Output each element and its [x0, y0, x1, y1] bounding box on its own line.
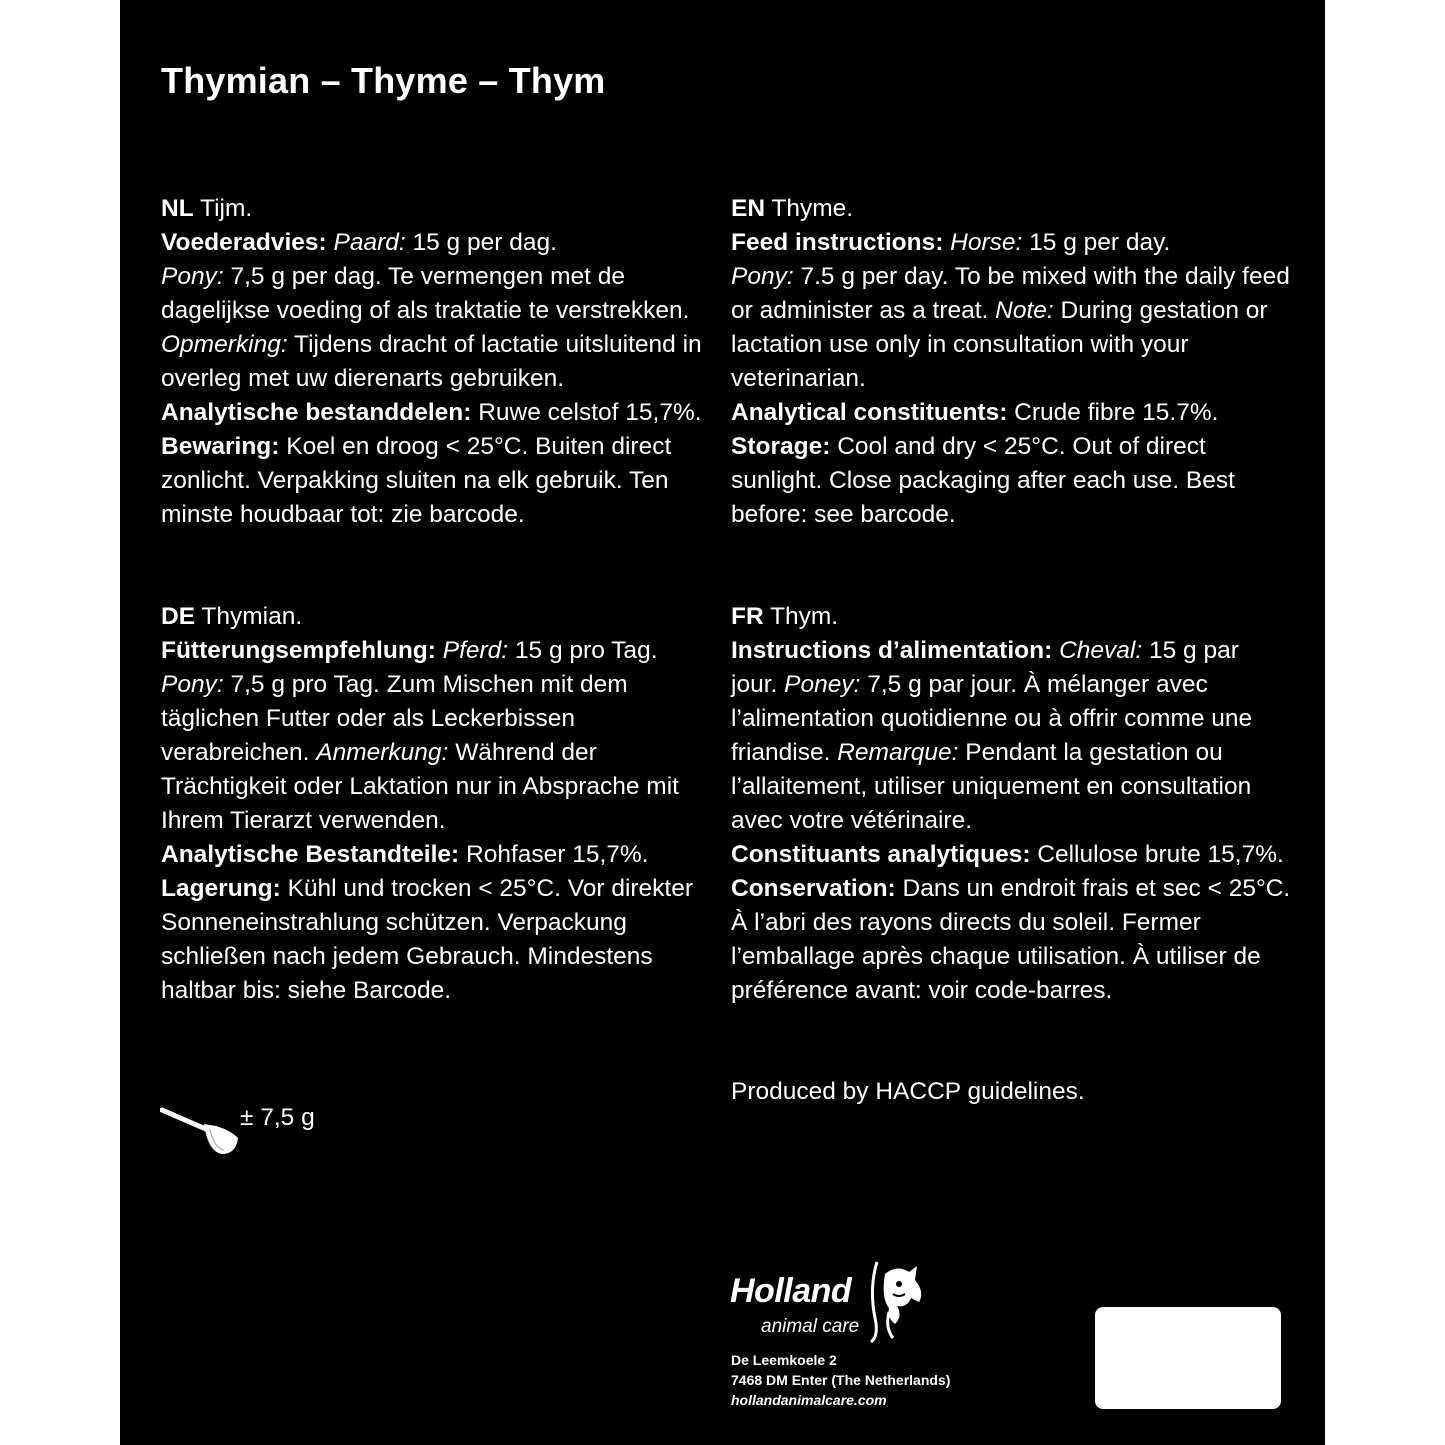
address-street: De Leemkoele 2	[731, 1352, 837, 1368]
section-de	[161, 600, 721, 1008]
section-nl	[161, 192, 721, 532]
lang-code: NL	[161, 195, 194, 222]
analysis-text: Rohfaser 15,7%.	[466, 841, 649, 868]
analysis-text: Ruwe celstof 15,7%.	[478, 399, 702, 426]
scoop-label: ± 7,5 g	[240, 1104, 315, 1131]
lang-code: FR	[731, 603, 764, 630]
feed-label: Voederadvies:	[161, 229, 327, 256]
horse-text: 15 g par jour.	[731, 637, 1239, 698]
feed-label: Feed instructions:	[731, 229, 944, 256]
website-link[interactable]: hollandanimalcare.com	[731, 1392, 887, 1408]
storage-text: Dans un endroit frais et sec < 25°C. À l’abri des rayons directs du soleil. Fermer l’emballage après chaque utilisation. À utiliser de préférence avant: voir code-barres.	[731, 875, 1291, 1004]
horse-text: 15 g per dag.	[412, 229, 557, 256]
pony-text: 7.5 g per day. To be mixed with the daily feed or administer as a treat.	[731, 263, 1290, 324]
storage-text: Cool and dry < 25°C. Out of direct sunlight. Close packaging after each use. Best before: see barcode.	[731, 433, 1235, 528]
analysis-label: Analytische Bestandteile:	[161, 841, 460, 868]
lang-code: EN	[731, 195, 766, 222]
pony-text: 7,5 g per dag. Te vermengen met de dagelijkse voeding of als traktatie te verstrekken.	[161, 263, 690, 324]
horse-label: Paard:	[333, 229, 406, 256]
note-label: Remarque:	[837, 739, 959, 766]
page-title: Thymian – Thyme – Thym	[161, 60, 606, 101]
pony-text: 7,5 g pro Tag. Zum Mischen mit dem täglichen Futter oder als Leckerbissen verabreichen.	[161, 671, 628, 766]
address-block	[731, 1350, 950, 1410]
horse-text: 15 g pro Tag.	[514, 637, 658, 664]
pony-label: Poney:	[784, 671, 861, 698]
pony-label: Pony:	[161, 671, 224, 698]
analysis-label: Constituants analytiques:	[731, 841, 1031, 868]
barcode-area	[1095, 1307, 1281, 1409]
lang-code: DE	[161, 603, 196, 630]
storage-text: Kühl und trocken < 25°C. Vor direkter Sonneneinstrahlung schützen. Verpackung schließen nach jedem Gebrauch. Mindestens haltbar bis: siehe Barcode.	[161, 875, 694, 1004]
feed-label: Fütterungsempfehlung:	[161, 637, 436, 664]
note-text: Während der Trächtigkeit oder Laktation nur in Absprache mit Ihrem Tierarzt verwenden.	[161, 739, 679, 834]
product-name: Thyme.	[771, 195, 854, 222]
section-en	[731, 192, 1291, 532]
note-text: Pendant la gestation ou l’allaitement, utiliser uniquement en consultation avec votre vétérinaire.	[731, 739, 1252, 834]
logo-subtitle: animal care	[761, 1316, 860, 1337]
product-name: Thym.	[770, 603, 839, 630]
animal-heads-icon	[867, 1258, 927, 1344]
section-fr	[731, 600, 1291, 1008]
pony-label: Pony:	[161, 263, 224, 290]
pony-label: Pony:	[731, 263, 794, 290]
analysis-label: Analytische bestanddelen:	[161, 399, 472, 426]
pony-text: 7,5 g par jour. À mélanger avec l’alimentation quotidienne ou à offrir comme une friandise.	[731, 671, 1253, 766]
horse-label: Horse:	[950, 229, 1023, 256]
horse-text: 15 g per day.	[1029, 229, 1171, 256]
analysis-text: Cellulose brute 15,7%.	[1037, 841, 1284, 868]
storage-label: Bewaring:	[161, 433, 280, 460]
logo-brand: Holland	[730, 1272, 852, 1310]
label-panel	[120, 0, 1325, 1445]
product-name: Tijm.	[200, 195, 253, 222]
storage-label: Conservation:	[731, 875, 896, 902]
note-text: Tijdens dracht of lactatie uitsluitend in overleg met uw dierenarts gebruiken.	[161, 331, 702, 392]
analysis-label: Analytical constituents:	[731, 399, 1008, 426]
haccp-note: Produced by HACCP guidelines.	[731, 1078, 1085, 1105]
storage-label: Storage:	[731, 433, 831, 460]
horse-label: Cheval:	[1059, 637, 1143, 664]
note-label: Anmerkung:	[316, 739, 449, 766]
storage-label: Lagerung:	[161, 875, 281, 902]
product-name: Thymian.	[201, 603, 303, 630]
note-label: Opmerking:	[161, 331, 288, 358]
feed-label: Instructions d’alimentation:	[731, 637, 1053, 664]
note-label: Note:	[995, 297, 1054, 324]
note-text: During gestation or lactation use only in consultation with your veterinarian.	[731, 297, 1268, 392]
address-city: 7468 DM Enter (The Netherlands)	[731, 1372, 951, 1388]
analysis-text: Crude fibre 15.7%.	[1014, 399, 1219, 426]
brand-logo	[730, 1258, 930, 1344]
storage-text: Koel en droog < 25°C. Buiten direct zonlicht. Verpakking sluiten na elk gebruik. Ten minste houdbaar tot: zie barcode.	[161, 433, 672, 528]
horse-label: Pferd:	[442, 637, 509, 664]
measuring-scoop-icon	[160, 1102, 240, 1158]
